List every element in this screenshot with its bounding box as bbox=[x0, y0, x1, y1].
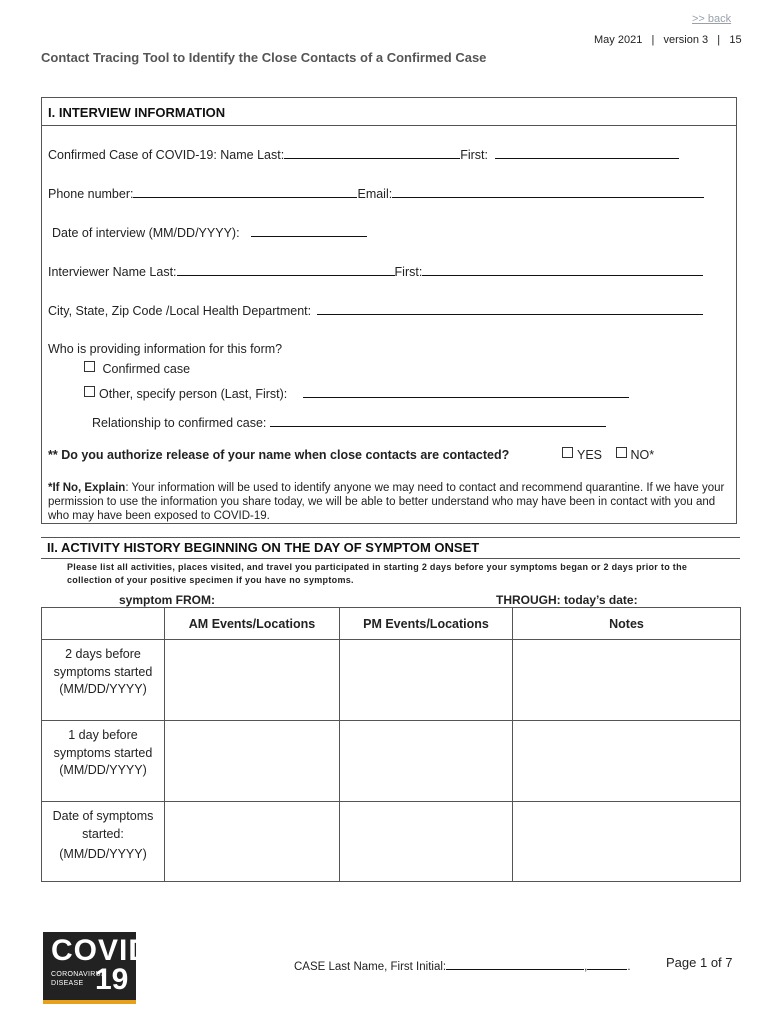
document-title: Contact Tracing Tool to Identify the Close Contacts of a Confirmed Case bbox=[41, 50, 487, 65]
authorize-question: ** Do you authorize release of your name when close contacts are contacted? bbox=[48, 448, 510, 462]
am-cell[interactable] bbox=[165, 721, 340, 802]
version-line: May 2021 | version 3 | 15 bbox=[594, 34, 742, 46]
case-last-name-footer-field[interactable] bbox=[446, 957, 584, 970]
am-cell[interactable] bbox=[165, 640, 340, 721]
no-label: NO* bbox=[630, 448, 655, 462]
interviewer-last-label: Interviewer Name Last: bbox=[48, 265, 177, 279]
confirmed-case-checkbox[interactable] bbox=[84, 361, 95, 372]
row-label: Date of symptoms started: (MM/DD/YYYY) bbox=[42, 802, 165, 882]
relationship-field[interactable] bbox=[270, 414, 606, 427]
logo-subtitle: CORONAVIRUS DISEASE bbox=[51, 971, 106, 987]
case-initial-label: CASE Last Name, First Initial: bbox=[294, 961, 447, 973]
logo-number: 19 bbox=[95, 963, 129, 996]
covid19-logo bbox=[43, 932, 152, 1000]
column-header-pm: PM Events/Locations bbox=[340, 608, 513, 640]
date-of-interview-field[interactable] bbox=[251, 224, 367, 237]
table-row bbox=[42, 721, 741, 802]
date-of-interview-label: Date of interview (MM/DD/YYYY): bbox=[52, 226, 240, 240]
pm-cell[interactable] bbox=[340, 640, 513, 721]
table-row bbox=[42, 802, 741, 882]
row-label: 2 days before symptoms started (MM/DD/YYYY) bbox=[42, 640, 165, 721]
explain-label: *If No, Explain bbox=[48, 482, 126, 494]
city-label: City, State, Zip Code /Local Health Department: bbox=[48, 304, 312, 318]
am-cell[interactable] bbox=[165, 802, 340, 882]
notes-cell[interactable] bbox=[513, 721, 741, 802]
case-last-name-field[interactable] bbox=[284, 146, 460, 159]
confirmed-case-label: Confirmed case bbox=[102, 362, 191, 376]
section1-heading: I. INTERVIEW INFORMATION bbox=[48, 105, 226, 120]
divider bbox=[42, 125, 736, 126]
interviewer-last-field[interactable] bbox=[177, 263, 395, 276]
phone-label: Phone number: bbox=[48, 187, 134, 201]
yes-checkbox[interactable] bbox=[562, 447, 573, 458]
city-field[interactable] bbox=[317, 302, 703, 315]
explain-text: : Your information will be used to identify anyone we may need to contact and recommend quarantine. If we have your permission to use the information you share today, we will be able to better understand who may have been in contact with you and who may have been exposed to COVID-19. bbox=[48, 482, 725, 522]
instructions-text: Please list all activities, places visited, and travel you participated in starting 2 days before your symptoms began or 2 days prior to the collection of your positive specimen if you have no symptoms. bbox=[67, 562, 688, 585]
case-name-label: Confirmed Case of COVID-19: Name Last: bbox=[48, 148, 285, 162]
yes-label: YES bbox=[577, 448, 603, 462]
no-checkbox[interactable] bbox=[616, 447, 627, 458]
phone-field[interactable] bbox=[133, 185, 357, 198]
back-link[interactable]: >> back bbox=[692, 13, 732, 25]
explain-paragraph bbox=[48, 481, 728, 523]
page-number: Page 1 of 7 bbox=[666, 955, 733, 970]
who-question: Who is providing information for this form? bbox=[48, 342, 283, 356]
pm-cell[interactable] bbox=[340, 802, 513, 882]
logo-word: COVID bbox=[51, 934, 152, 967]
section2-heading: II. ACTIVITY HISTORY BEGINNING ON THE DAY OF SYMPTOM ONSET bbox=[47, 540, 480, 555]
table-row bbox=[42, 640, 741, 721]
pm-cell[interactable] bbox=[340, 721, 513, 802]
column-header-notes: Notes bbox=[513, 608, 741, 640]
activity-table bbox=[41, 607, 741, 882]
relationship-label: Relationship to confirmed case: bbox=[92, 416, 267, 430]
row-label: 1 day before symptoms started (MM/DD/YYYY) bbox=[42, 721, 165, 802]
other-person-label: Other, specify person (Last, First): bbox=[99, 387, 288, 401]
interviewer-first-field[interactable] bbox=[422, 263, 703, 276]
divider bbox=[41, 558, 740, 559]
other-person-field[interactable] bbox=[303, 385, 629, 398]
interview-information-section bbox=[41, 97, 737, 524]
through-date-label: THROUGH: today’s date: bbox=[496, 593, 638, 607]
interviewer-first-label: First: bbox=[394, 265, 423, 279]
case-first-name-field[interactable] bbox=[495, 146, 679, 159]
notes-cell[interactable] bbox=[513, 640, 741, 721]
email-label: Email: bbox=[357, 187, 393, 201]
notes-cell[interactable] bbox=[513, 802, 741, 882]
symptom-from-label: symptom FROM: bbox=[119, 593, 215, 607]
case-first-label: First: bbox=[460, 148, 488, 162]
other-person-checkbox[interactable] bbox=[84, 386, 95, 397]
column-header-blank bbox=[42, 608, 165, 640]
case-initial-footer-field[interactable] bbox=[587, 957, 627, 970]
column-header-am: AM Events/Locations bbox=[165, 608, 340, 640]
logo-accent-bar bbox=[43, 1000, 136, 1004]
email-field[interactable] bbox=[392, 185, 704, 198]
